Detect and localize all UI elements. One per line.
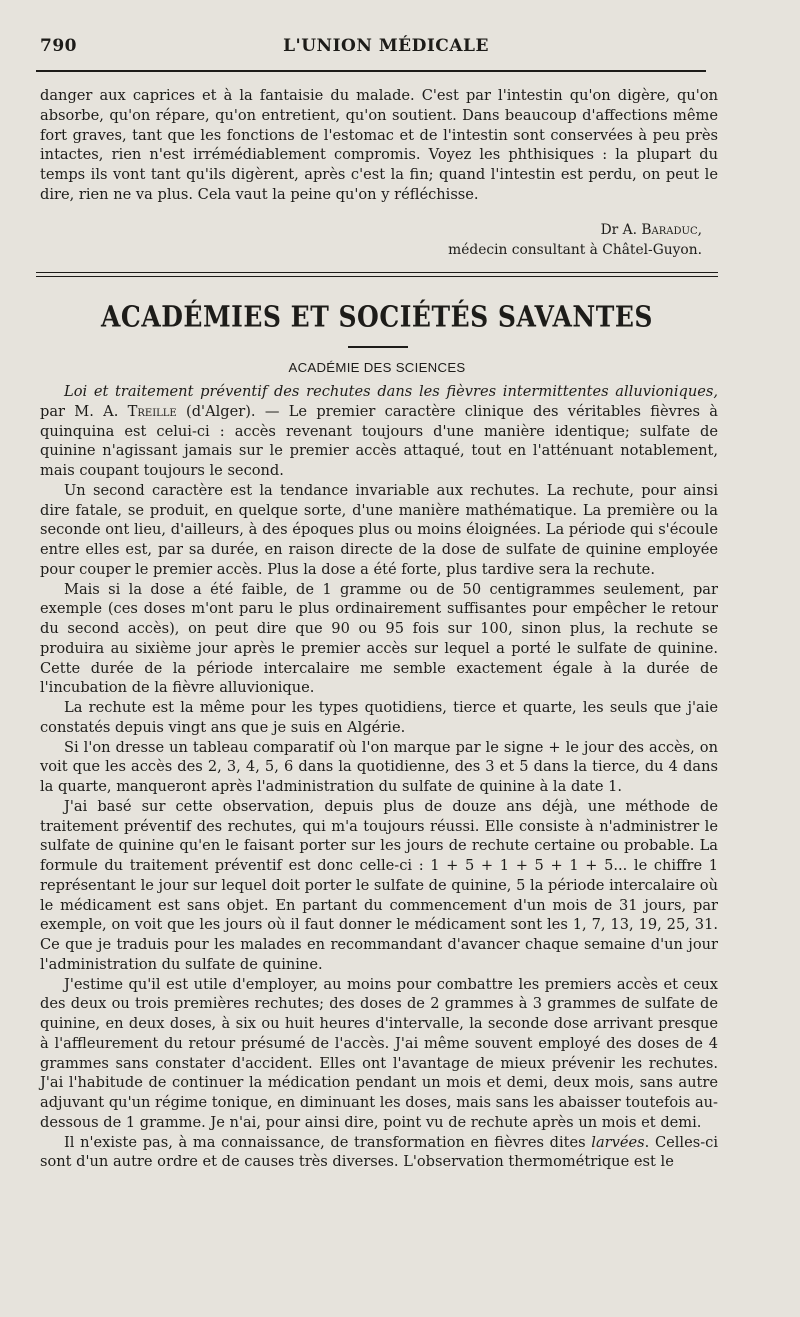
article-paragraph: J'estime qu'il est utile d'employer, au moins pour combattre les premiers accès et ceux des deux ou trois premières rechutes; des doses de 2 grammes à 3 grammes de sulfate de quinine, en deux doses, à six ou huit heures d'intervalle, la seconde dose arrivant presque à l'affleurement du retour présumé de l'accès. J'ai même souvent employé des doses de 4 grammes sans constater d'accident. Elles ont l'avantage de mieux prévenir les rechutes. J'ai l'habitude de continuer la médication pendant un mois et demi, deux mois, sans autre adjuvant qu'un régime tonique, en diminuant les doses, mais sans les abaisser toutefois au-dessous de 1 gramme. Je n'ai, pour ainsi dire, point vu de rechute après un mois et demi. [40,975,718,1131]
last-paragraph-end: . Celles-ci sont d'un autre ordre et de causes très diverses. L'observation thermométrique est le [40,1133,718,1171]
page-header [36,30,736,64]
article-par: par M. A. [40,402,128,420]
article-paragraph: La rechute est la même pour les types quotidiens, tierce et quarte, les seuls que j'aie constatés depuis vingt ans que je suis en Algérie. [40,699,718,736]
article-author-place: (d'Alger). — [176,402,289,420]
article-paragraph: Mais si la dose a été faible, de 1 gramme ou de 50 centigrammes seulement, par exemple (ces doses m'ont paru le plus ordinairement suffisantes pour empêcher le retour du second accès), on peut dire que 90 ou 95 fois sur 100, sinon plus, la rechute se produira au sixième jour après le premier accès sur lequel a porté le sulfate de quinine. Cette durée de la période intercalaire me semble exactement égale à la durée de l'incubation de la fièvre alluvionique. [40,580,718,697]
section-title: ACADÉMIES ET SOCIÉTÉS SAVANTES [101,299,653,334]
article-paragraph: Si l'on dresse un tableau comparatif où l'on marque par le signe + le jour des accès, on voit que les accès des 2, 3, 4, 5, 6 dans la quotidienne, des 3 et 5 dans la tierce, du 4 dans la quarte, manqueront après l'administration du sulfate de quinine à la date 1. [40,738,718,795]
signature-prefix: Dr A. [600,222,637,238]
signature-name-line [448,220,702,240]
article-title: Loi et traitement préventif des rechutes dans les fièvres intermittentes alluvioniques, [64,383,718,400]
signature-author: Baraduc, [641,222,702,238]
subsection-title: ACADÉMIE DES SCIENCES [288,360,466,375]
journal-title: L'UNION MÉDICALE [283,36,489,56]
article-last-paragraph [40,1133,718,1173]
article-first-paragraph [40,382,718,481]
last-paragraph-italic: larvées [591,1133,645,1151]
signature-title: médecin consultant à Châtel-Guyon. [448,242,702,258]
header-rule [36,70,706,72]
last-paragraph-start: Il n'existe pas, à ma connaissance, de transformation en fièvres dites [64,1133,592,1151]
intro-paragraph: danger aux caprices et à la fantaisie du malade. C'est par l'intestin qu'on digère, qu'on absorbe, qu'on répare, qu'on entretient, qu'on soutient. Dans beaucoup d'affections même fort graves, tant que les fonctions de l'estomac et de l'intestin sont conservées à peu près intactes, rien n'est irrémédiablement compromis. Voyez les phthisiques : la plupart du temps ils vont tant qu'ils digèrent, après c'est la fin; quand l'intestin est perdu, on peut le dire, rien ne va plus. Cela vaut la peine qu'on y réfléchisse. [40,87,718,203]
signature [448,220,702,260]
page-number: 790 [40,36,77,56]
article-author: Treille [127,402,177,420]
intro-text [40,86,718,205]
section-divider [36,272,718,277]
article-paragraph: Un second caractère est la tendance invariable aux rechutes. La rechute, pour ainsi dire fatale, se produit, en quelque sorte, d'une manière mathématique. La première ou la seconde ont lieu, d'ailleurs, à des époques plus ou moins éloignées. La période qui s'écoule entre elles est, par sa durée, en raison directe de la dose de sulfate de quinine employée pour couper le premier accès. Plus la dose a été forte, plus tardive sera la rechute. [40,481,718,578]
article-paragraph: J'ai basé sur cette observation, depuis plus de douze ans déjà, une méthode de traitement préventif des rechutes, qui m'a toujours réussi. Elle consiste à n'administrer le sulfate de quinine qu'en le faisant porter sur les jours de rechute certaine ou probable. La formule du traitement préventif est donc celle-ci : 1 + 5 + 1 + 5 + 1 + 5... le chiffre 1 représentant le jour sur lequel doit porter le sulfate de quinine, 5 la période intercalaire où le médicament est sans objet. En partant du commencement d'un mois de 31 jours, par exemple, on voit que les jours où il faut donner le médicament sont les 1, 7, 13, 19, 25, 31. Ce que je traduis pour les malades en recommandant d'avancer chaque semaine d'un jour l'administration du sulfate de quinine. [40,797,718,973]
title-rule [348,346,408,348]
article-body [40,382,718,1172]
article-first-text: Le premier caractère clinique des véritables fièvres à quinquina est celui-ci : accès revenant toujours d'une manière identique; sulfate de quinine n'agissant jamais sur le premier accès attaqué, tout en l'atténuant notablement, mais coupant toujours le second. [40,402,718,479]
